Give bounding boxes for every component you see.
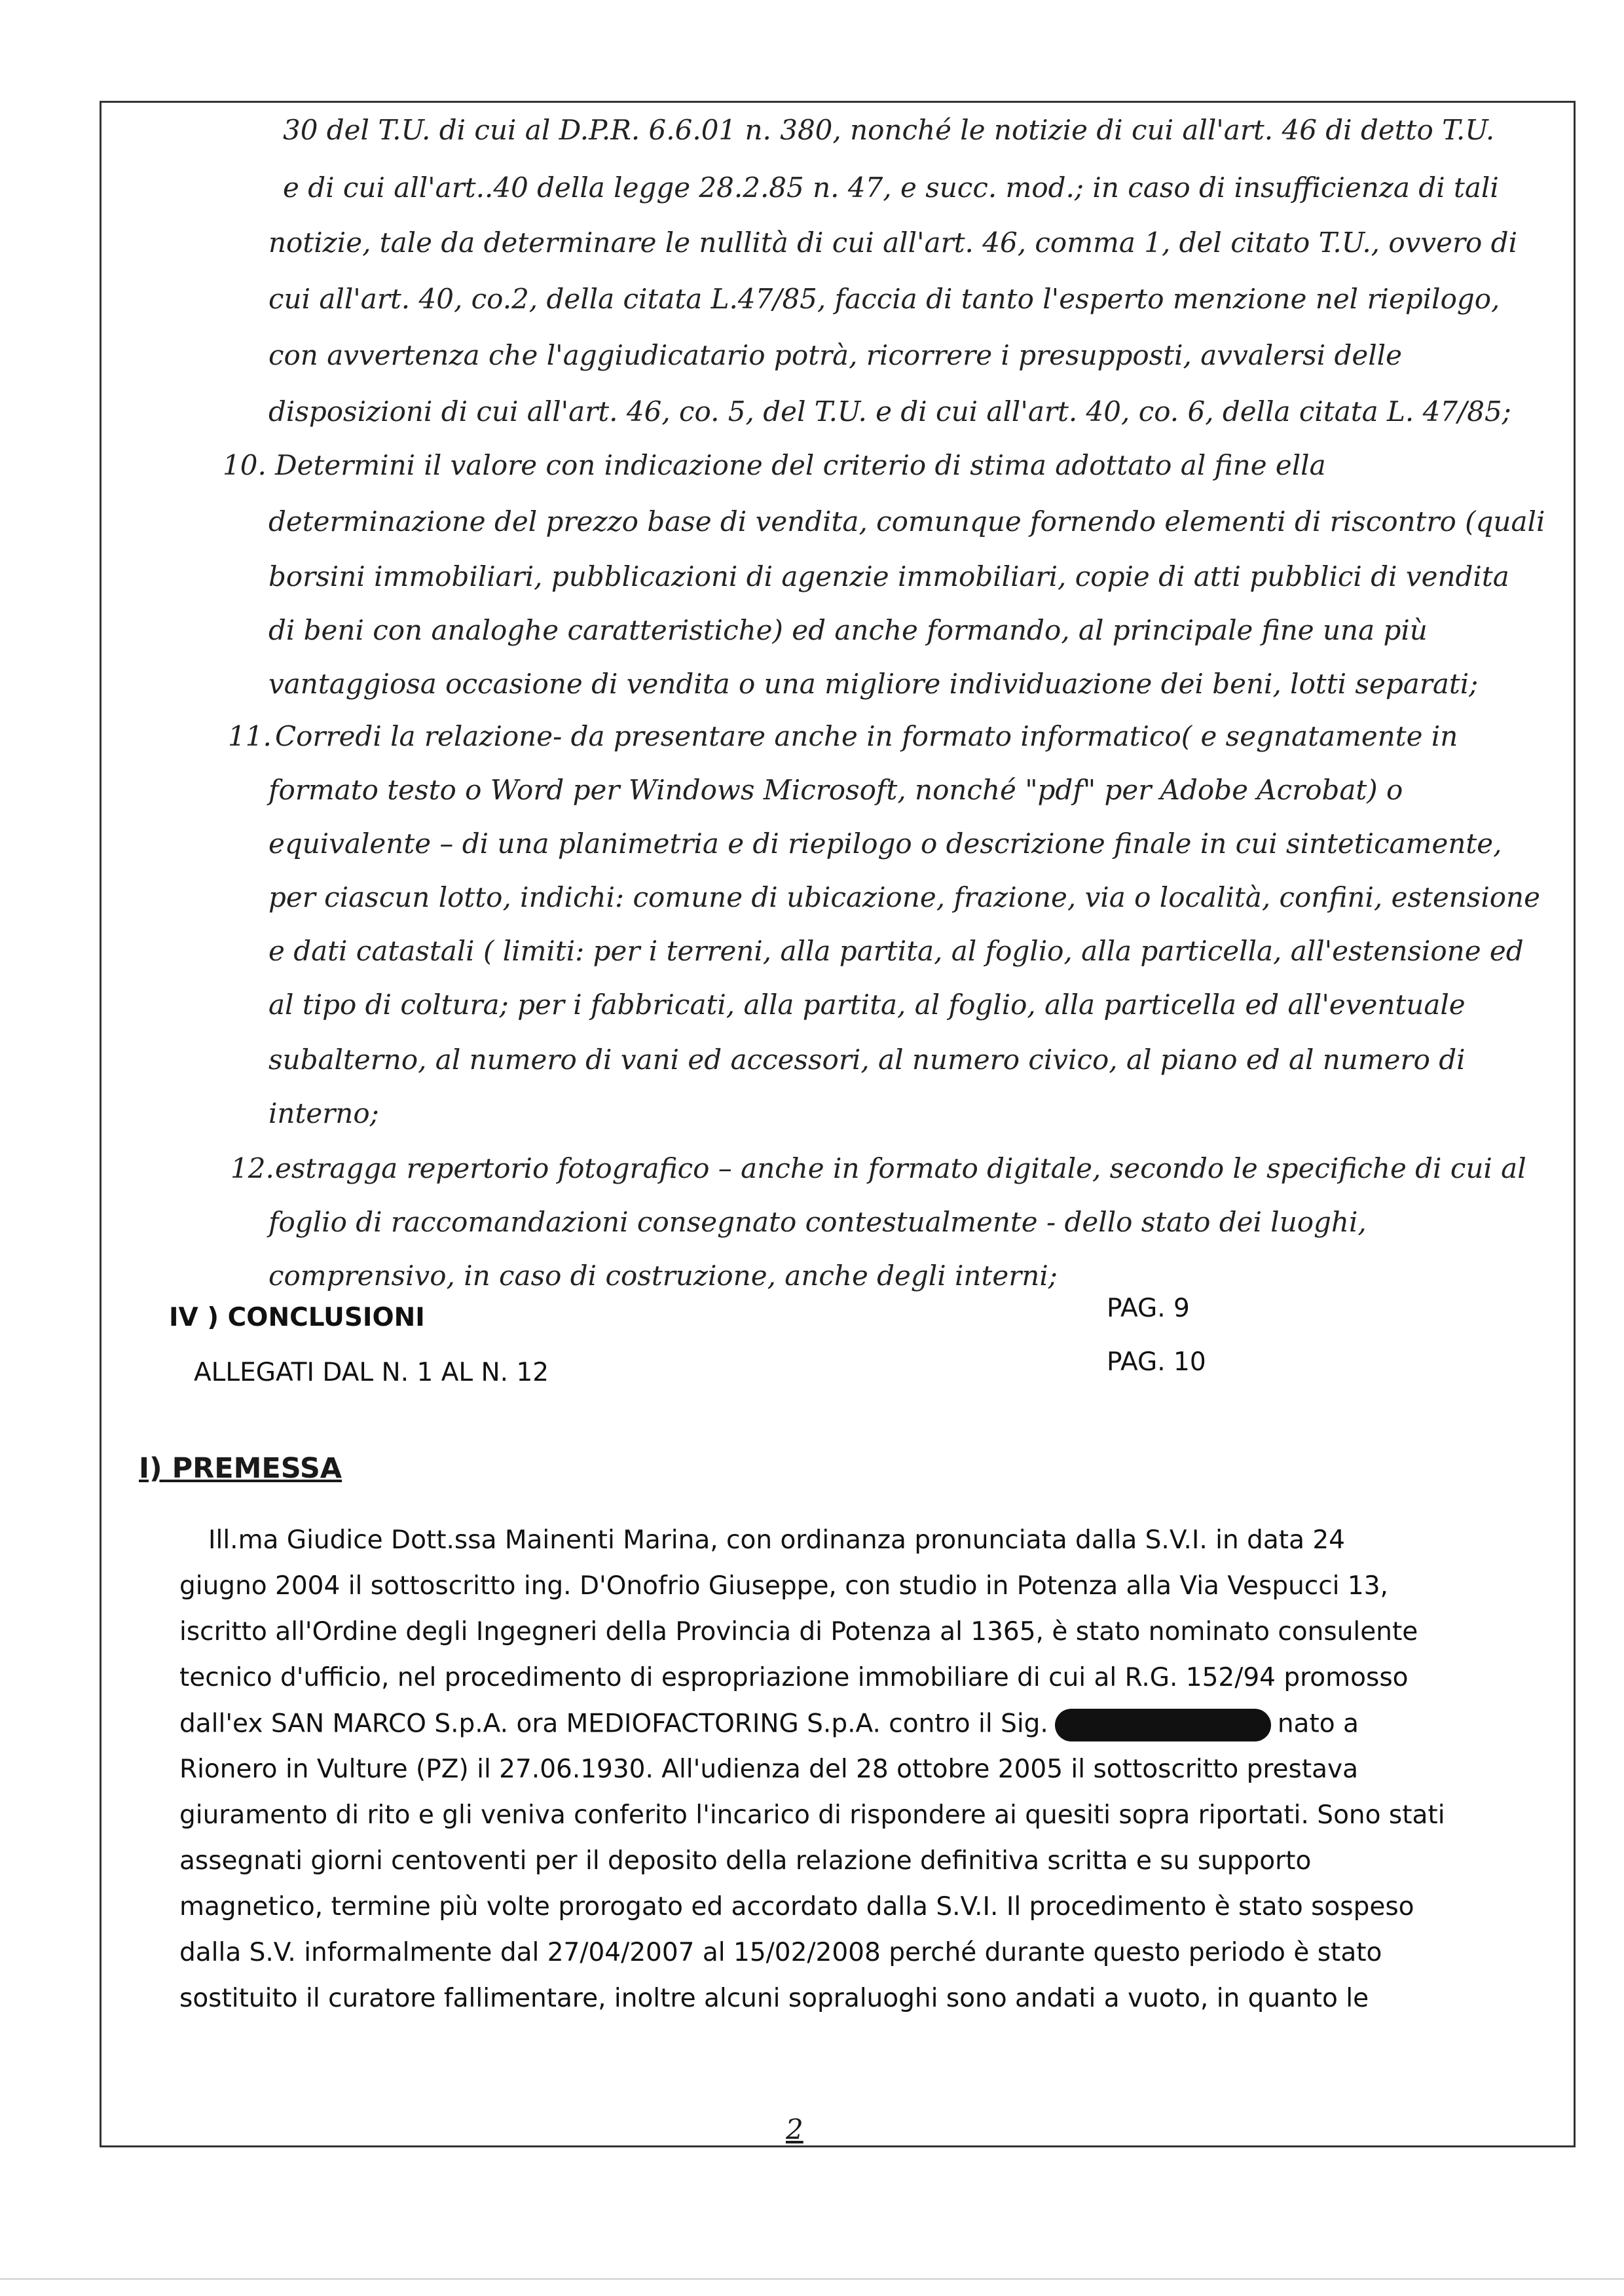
premessa-line: sostituito il curatore fallimentare, inoltre alcuni sopraluoghi sono andati a vuoto, in quanto le <box>179 1984 1369 2013</box>
premessa-line-with-redaction <box>179 1709 1359 1741</box>
page-number: 2 <box>786 2113 803 2145</box>
premessa-line: giugno 2004 il sottoscritto ing. D'Onofrio Giuseppe, con studio in Potenza alla Via Vespucci 13, <box>179 1571 1388 1601</box>
quesito-line: 30 del T.U. di cui al D.P.R. 6.6.01 n. 380, nonché le notizie di cui all'art. 46 di detto T.U. <box>283 114 1495 146</box>
quesito-line: di beni con analoghe caratteristiche) ed anche formando, al principale fine una più <box>268 614 1428 646</box>
premessa-line: giuramento di rito e gli veniva conferito l'incarico di rispondere ai quesiti sopra riportati. Sono stati <box>179 1800 1445 1830</box>
quesito-line: notizie, tale da determinare le nullità di cui all'art. 46, comma 1, del citato T.U., ovvero di <box>268 227 1518 259</box>
quesito-line: foglio di raccomandazioni consegnato contestualmente - dello stato dei luoghi, <box>268 1206 1367 1238</box>
quesito-line: Corredi la relazione- da presentare anche in formato informatico( e segnatamente in <box>275 720 1458 752</box>
quesito-line: disposizioni di cui all'art. 46, co. 5, del T.U. e di cui all'art. 40, co. 6, della citata L. 47/85; <box>268 395 1511 428</box>
quesito-line: formato testo o Word per Windows Microsoft, nonché "pdf" per Adobe Acrobat) o <box>268 774 1403 806</box>
allegati-page: PAG. 10 <box>1107 1347 1206 1377</box>
premessa-line-text: dall'ex SAN MARCO S.p.A. ora MEDIOFACTORING S.p.A. contro il Sig. <box>179 1709 1048 1739</box>
quesito-line: e di cui all'art..40 della legge 28.2.85 n. 47, e succ. mod.; in caso di insufficienza di tali <box>283 172 1499 204</box>
item-number-11: 11. <box>228 720 272 752</box>
item-number-12: 12. <box>231 1152 274 1184</box>
quesito-line: estragga repertorio fotografico – anche in formato digitale, secondo le specifiche di cui al <box>275 1152 1526 1184</box>
premessa-line: Ill.ma Giudice Dott.ssa Mainenti Marina, con ordinanza pronunciata dalla S.V.I. in data 24 <box>208 1525 1345 1555</box>
premessa-title: I) PREMESSA <box>139 1452 342 1485</box>
conclusioni-label: IV ) CONCLUSIONI <box>169 1303 425 1332</box>
quesito-line: interno; <box>268 1097 379 1129</box>
quesito-line: Determini il valore con indicazione del criterio di stima adottato al fine ella <box>275 449 1326 481</box>
item-number-10: 10. <box>223 449 267 481</box>
conclusioni-page: PAG. 9 <box>1107 1294 1190 1323</box>
allegati-label: ALLEGATI DAL N. 1 AL N. 12 <box>194 1358 549 1387</box>
quesito-line: borsini immobiliari, pubblicazioni di agenzie immobiliari, copie di atti pubblici di vendita <box>268 560 1509 592</box>
quesito-line: vantaggiosa occasione di vendita o una migliore individuazione dei beni, lotti separati; <box>268 668 1479 700</box>
quesito-line: cui all'art. 40, co.2, della citata L.47/85, faccia di tanto l'esperto menzione nel riepilogo, <box>268 283 1500 315</box>
quesito-line: e dati catastali ( limiti: per i terreni, alla partita, al foglio, alla particella, all'estensione ed <box>268 935 1524 967</box>
quesito-line: subalterno, al numero di vani ed accessori, al numero civico, al piano ed al numero di <box>268 1044 1466 1076</box>
quesito-line: con avvertenza che l'aggiudicatario potrà, ricorrere i presupposti, avvalersi delle <box>268 339 1402 371</box>
bottom-scan-line <box>0 2278 1624 2280</box>
premessa-line: iscritto all'Ordine degli Ingegneri della Provincia di Potenza al 1365, è stato nominato consulente <box>179 1617 1418 1647</box>
premessa-line: assegnati giorni centoventi per il deposito della relazione definitiva scritta e su supporto <box>179 1846 1312 1876</box>
premessa-line-text: nato a <box>1277 1709 1359 1739</box>
quesito-line: al tipo di coltura; per i fabbricati, alla partita, al foglio, alla particella ed all'eventuale <box>268 989 1466 1021</box>
quesito-line: equivalente – di una planimetria e di riepilogo o descrizione finale in cui sinteticamente, <box>268 828 1502 860</box>
redaction-mark <box>1055 1709 1271 1741</box>
quesito-line: determinazione del prezzo base di vendita, comunque fornendo elementi di riscontro (quali <box>268 505 1545 538</box>
premessa-line: tecnico d'ufficio, nel procedimento di espropriazione immobiliare di cui al R.G. 152/94 promosso <box>179 1663 1409 1692</box>
quesito-line: per ciascun lotto, indichi: comune di ubicazione, frazione, via o località, confini, estensione <box>268 881 1540 913</box>
premessa-line: magnetico, termine più volte prorogato ed accordato dalla S.V.I. Il procedimento è stato sospeso <box>179 1892 1414 1922</box>
premessa-line: dalla S.V. informalmente dal 27/04/2007 al 15/02/2008 perché durante questo periodo è stato <box>179 1938 1382 1967</box>
quesito-line: comprensivo, in caso di costruzione, anche degli interni; <box>268 1260 1058 1292</box>
premessa-line: Rionero in Vulture (PZ) il 27.06.1930. All'udienza del 28 ottobre 2005 il sottoscritto prestava <box>179 1755 1358 1784</box>
